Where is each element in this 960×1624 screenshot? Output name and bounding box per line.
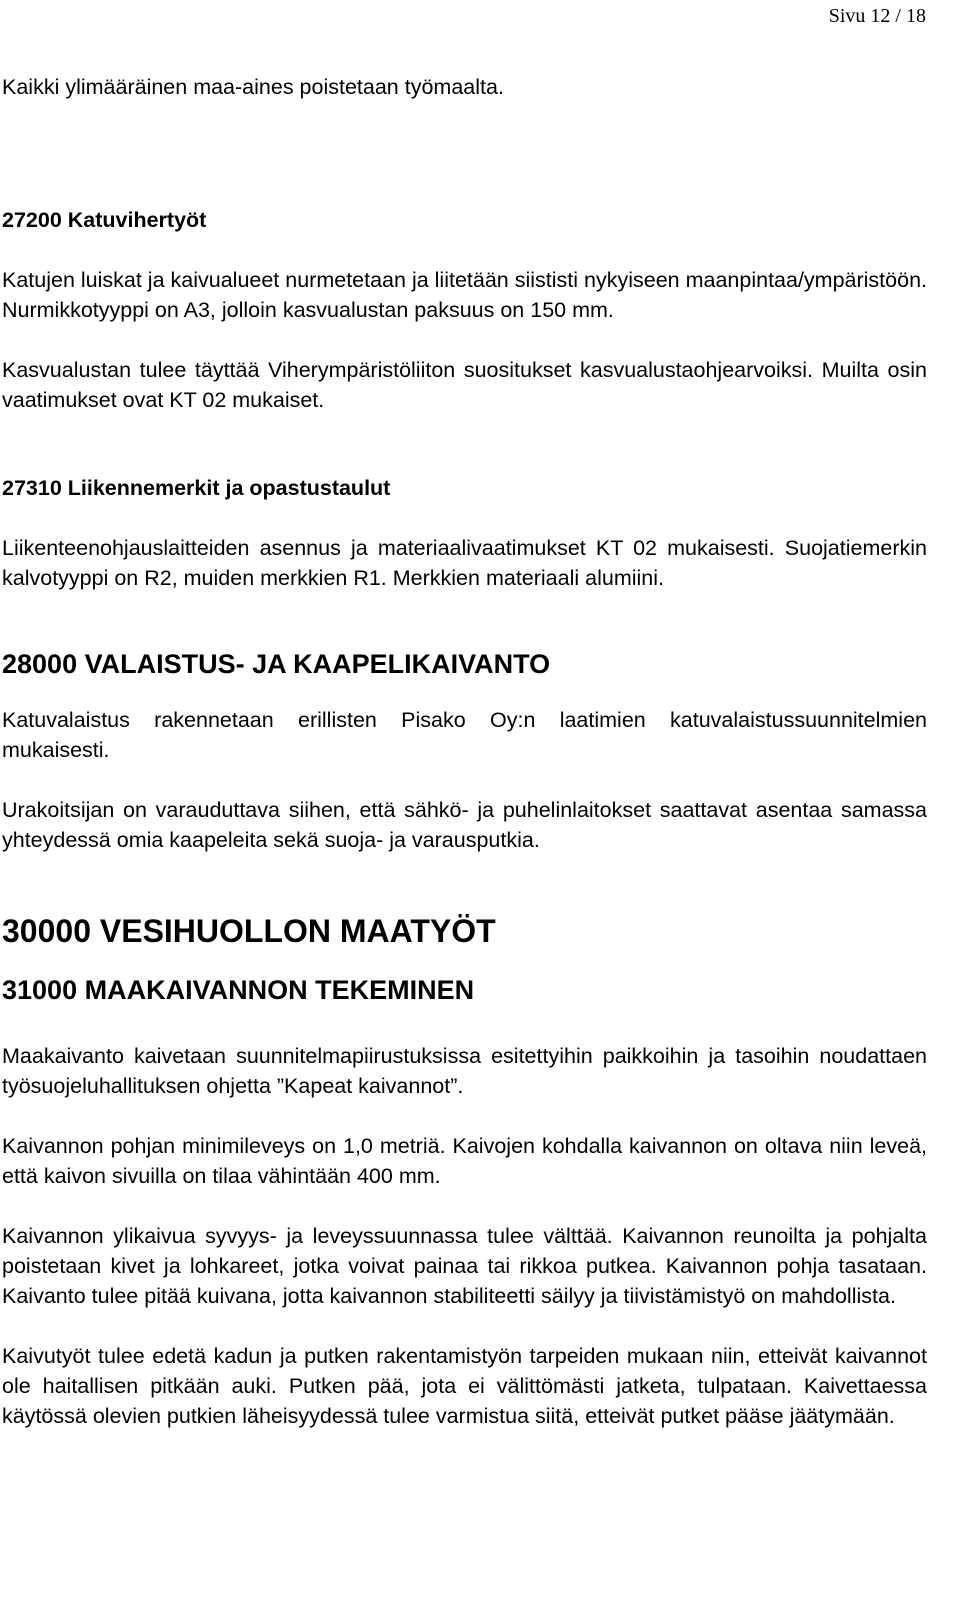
paragraph-31000-2: Kaivannon pohjan minimileveys on 1,0 metriä. Kaivojen kohdalla kaivannon on oltava niin leveä, että kaivon sivuilla on tilaa vähintään 400 mm. [2, 1134, 927, 1188]
paragraph-31000-4: Kaivutyöt tulee edetä kadun ja putken rakentamistyön tarpeiden mukaan niin, etteivät kaivannot ole haitallisen pitkään auki. Putken pää, jota ei välittömästi jatketa, tulpataan. Kaivettaessa käytössä olevien putkien läheisyydessä tulee varmistua siitä, etteivät putket pääse jäätymään. [2, 1344, 927, 1428]
paragraph-27200-1: Katujen luiskat ja kaivualueet nurmetetaan ja liitetään siististi nykyiseen maanpintaa/ympäristöön. Nurmikkotyyppi on A3, jolloin kasvualustan paksuus on 150 mm. [2, 268, 928, 322]
section-28000 [2, 647, 927, 855]
paragraph-27200-2: Kasvualustan tulee täyttää Viherympäristöliiton suositukset kasvualustaohjearvoiksi. Muilta osin vaatimukset ovat KT 02 mukaiset. [2, 358, 927, 412]
section-heading-31000: 31000 MAAKAIVANNON TEKEMINEN [2, 975, 475, 1005]
section-27310 [2, 473, 927, 593]
section-31000 [2, 973, 927, 1431]
section-heading-30000: 30000 VESIHUOLLON MAATYÖT [2, 913, 496, 949]
paragraph-31000-1: Maakaivanto kaivetaan suunnitelmapiirustuksissa esitettyihin paikkoihin ja tasoihin noudattaen työsuojeluhallituksen ohjetta ”Kapeat kaivannot”. [2, 1044, 927, 1098]
intro-paragraph: Kaikki ylimääräinen maa-aines poistetaan työmaalta. [2, 75, 504, 99]
page-number: Sivu 12 / 18 [828, 5, 926, 27]
paragraph-28000-1: Katuvalaistus rakennetaan erillisten Pisako Oy:n laatimien katuvalaistussuunnitelmien mukaisesti. [2, 708, 927, 762]
section-heading-27200: 27200 Katuvihertyöt [2, 208, 207, 232]
paragraph-27310-1: Liikenteenohjauslaitteiden asennus ja materiaalivaatimukset KT 02 mukaisesti. Suojatiemerkin kalvotyyppi on R2, muiden merkkien R1. Merkkien materiaali alumiini. [2, 536, 927, 590]
paragraph-28000-2: Urakoitsijan on varauduttava siihen, että sähkö- ja puhelinlaitokset saattavat asentaa samassa yhteydessä omia kaapeleita sekä suoja- ja varausputkia. [2, 798, 927, 852]
paragraph-31000-3: Kaivannon ylikaivua syvyys- ja leveyssuunnassa tulee välttää. Kaivannon reunoilta ja pohjalta poistetaan kivet ja lohkareet, jotka voivat painaa tai rikkoa putkea. Kaivannon pohja tasataan. Kaivanto tulee pitää kuivana, jotta kaivannon stabiliteetti säilyy ja tiivistämistyö on mahdollista. [2, 1224, 927, 1308]
document-body [2, 72, 927, 1431]
section-27200 [2, 205, 927, 415]
section-heading-28000: 28000 VALAISTUS- JA KAAPELIKAIVANTO [2, 649, 551, 679]
section-30000 [2, 911, 927, 951]
section-heading-27310: 27310 Liikennemerkit ja opastustaulut [2, 476, 391, 500]
